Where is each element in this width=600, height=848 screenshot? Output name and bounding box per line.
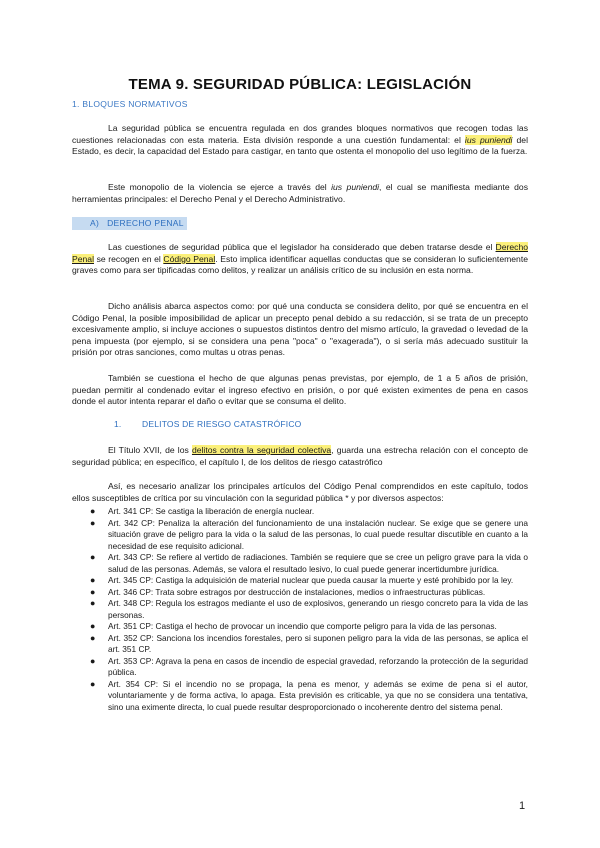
bullet-icon: ● (90, 552, 96, 562)
list-item (72, 552, 528, 575)
paragraph-analisis-text: Dicho análisis abarca aspectos como: por qué una conducta se considera delito, por qué se encuentra en el Código Penal, la posible imposibilidad de aplicar un precepto penal debido a su redacción, si se trata de un precepto excesivamente amplio, si incluye acciones o supuestos distintos dentro del mismo artículo, la gravedad o levedad de la pena impuesta (por ejemplo, si se considera una pena "poca" o "exagerada"), o si sería más adecuado sustituir la prisión por otras sanciones, como multas u otras penas. (72, 301, 528, 357)
subheading-derecho-penal (72, 217, 187, 230)
paragraph-articulos-text: Así, es necesario analizar los principales artículos del Código Penal comprendidos en este capítulo, todos ellos susceptibles de crítica por su vinculación con la seguridad pública * y por diversos aspectos: (72, 481, 528, 503)
bullet-icon: ● (90, 517, 96, 528)
paragraph-cuestiones-text-end: . Esto implica identificar aquellas conductas que se consideran lo suficientemente graves como para ser tipificadas como delitos, y realizar un análisis crítico de su inclusión en esta norma. (72, 253, 528, 275)
list-item-text: Art. 351 CP: Castiga el hecho de provocar un incendio que comporte peligro para la vida de las personas. (108, 621, 497, 631)
list-item (72, 575, 528, 587)
paragraph-penas-text: También se cuestiona el hecho de que algunas penas previstas, por ejemplo, de 1 a 5 años de prisión, puedan permitir al condenado evitar el ingreso efectivo en prisión, o por qué existen eximentes de pena en casos donde el autor intenta reparar el daño o evitar que se consuma el delito. (72, 373, 528, 406)
bullet-icon: ● (90, 586, 96, 597)
highlight-codigo-penal: Código Penal (163, 253, 216, 264)
subheading-riesgo-catastrofico (114, 419, 302, 429)
list-item-text: Art. 353 CP: Agrava la pena en casos de incendio de especial gravedad, reforzando la protección de la seguridad pública. (108, 655, 528, 677)
page-title: TEMA 9. SEGURIDAD PÚBLICA: LEGISLACIÓN (128, 76, 472, 93)
subheading-letter: A) (90, 218, 100, 228)
list-item (72, 621, 528, 633)
bullet-icon: ● (90, 655, 96, 666)
bullet-icon: ● (90, 506, 96, 516)
paragraph-monopolio (72, 182, 528, 205)
bullet-icon: ● (90, 632, 96, 643)
bullet-icon: ● (90, 598, 96, 608)
highlight-delitos-seguridad-colectiva: delitos contra la seguridad colectiva (191, 445, 332, 455)
list-item (72, 506, 528, 518)
paragraph-monopolio-text: Este monopolio de la violencia se ejerce a través del (108, 182, 332, 192)
list-item-text: Art. 342 CP: Penaliza la alteración del funcionamiento de una instalación nuclear. Se exige que se genere una situación grave de peligro para la vida o la salud de las personas, lo cual puede resultar discutible en cuanto a la necesidad de ese requisito adicional. (108, 517, 528, 551)
bullet-icon: ● (90, 621, 96, 631)
list-item (72, 598, 528, 621)
highlight-derecho-penal: Derecho Penal (72, 242, 528, 264)
paragraph-intro-text: La seguridad pública se encuentra regulada en dos grandes bloques normativos que recogen todas las cuestiones relacionadas con esta materia. Esta división responde a una cuestión fundamental: el (72, 123, 528, 145)
list-item-text: Art. 354 CP: Si el incendio no se propaga, la pena es menor, y además se exime de pena si el autor, voluntariamente y de forma activa, lo apaga. Esta previsión es criticable, ya que no se considera una tentativa, sino una eximente directa, lo cual puede resultar desproporcionado o incoherente dentro del sistema penal. (108, 678, 528, 712)
paragraph-cuestiones-text: Las cuestiones de seguridad pública que el legislador ha considerado que deben tratarse desde el (108, 242, 496, 252)
highlight-ius-puniendi: ius puniendi (464, 134, 513, 145)
subheading-number: 1. (114, 419, 122, 429)
paragraph-cuestiones (72, 242, 528, 277)
paragraph-penas (72, 373, 528, 408)
list-item (72, 518, 528, 553)
list-item-text: Art. 343 CP: Se refiere al vertido de radiaciones. También se requiere que se cree un peligro grave para la vida o salud de las personas. Además, se valora el resultado lesivo, lo cual puede generar incertidumbre jurídica. (108, 552, 528, 574)
paragraph-cuestiones-text-mid: se recogen en el (93, 253, 164, 264)
bullet-icon: ● (90, 678, 96, 689)
bullet-icon: ● (90, 575, 96, 585)
paragraph-analisis (72, 301, 528, 359)
list-item (72, 587, 528, 599)
italic-ius-puniendi: ius puniendi (331, 182, 380, 192)
paragraph-articulos (72, 481, 528, 504)
subheading-label: DERECHO PENAL (107, 218, 184, 228)
list-item (72, 656, 528, 679)
list-item-text: Art. 345 CP: Castiga la adquisición de material nuclear que pueda causar la muerte y esté prohibido por la ley. (108, 575, 514, 585)
list-item-text: Art. 341 CP: Se castiga la liberación de energía nuclear. (108, 506, 315, 516)
paragraph-titulo-text-end: , guarda una estrecha relación con el concepto de seguridad pública; en específico, el capítulo I, de los delitos de riesgo catastrófico (72, 445, 528, 467)
paragraph-intro-text-end: del Estado, es decir, la capacidad del Estado para castigar, en tanto que ostenta el monopolio del uso legítimo de la fuerza. (72, 134, 528, 156)
list-item-text: Art. 352 CP: Sanciona los incendios forestales, pero si suponen peligro para la vida de las personas, se aplica el art. 351 CP. (108, 632, 528, 654)
page-number: 1 (519, 800, 526, 812)
subheading-label: DELITOS DE RIESGO CATASTRÓFICO (142, 419, 302, 429)
list-item-text: Art. 348 CP: Regula los estragos mediante el uso de explosivos, generando un riesgo concreto para la vida de las personas. (108, 598, 528, 620)
articles-list (72, 506, 528, 713)
list-item (72, 679, 528, 714)
paragraph-titulo-text: El Título XVII, de los (108, 445, 192, 455)
list-item (72, 633, 528, 656)
paragraph-titulo-xvii (72, 445, 528, 468)
paragraph-monopolio-text-end: , el cual se manifiesta mediante dos herramientas principales: el Derecho Penal y el Derecho Administrativo. (72, 182, 529, 204)
list-item-text: Art. 346 CP: Trata sobre estragos por destrucción de instalaciones, medios o infraestructuras públicas. (108, 586, 486, 597)
paragraph-intro (72, 123, 528, 158)
section-heading-bloques: 1. BLOQUES NORMATIVOS (72, 99, 188, 109)
